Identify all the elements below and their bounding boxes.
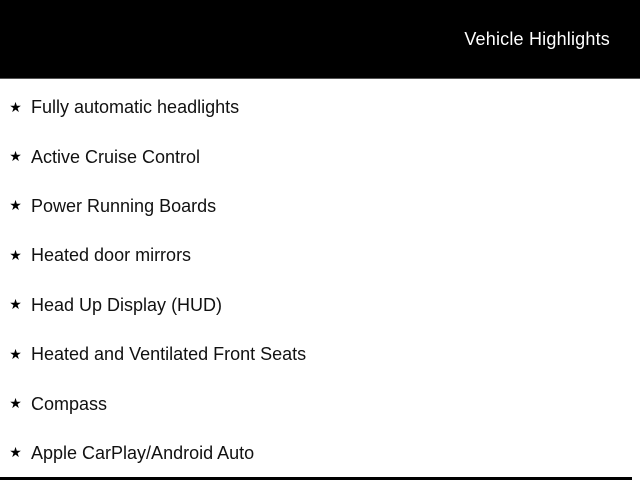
highlight-label: Heated door mirrors [31, 245, 192, 266]
star-icon: ★ [9, 98, 22, 115]
star-icon: ★ [9, 296, 22, 313]
highlight-label: Compass [31, 393, 108, 414]
highlight-item [0, 379, 640, 428]
highlight-label: Power Running Boards [31, 195, 217, 216]
section-header [0, 0, 640, 79]
highlight-label: Head Up Display (HUD) [31, 294, 223, 315]
highlight-label: Apple CarPlay/Android Auto [31, 442, 255, 463]
section-title: Vehicle Highlights [464, 29, 610, 49]
highlight-item [0, 281, 640, 330]
highlight-item [0, 83, 640, 132]
star-icon: ★ [9, 197, 22, 214]
highlight-label: Fully automatic headlights [31, 97, 240, 118]
star-icon: ★ [9, 345, 22, 362]
star-icon: ★ [9, 148, 22, 165]
highlight-label: Active Cruise Control [31, 146, 201, 167]
highlight-item [0, 429, 640, 478]
star-icon: ★ [9, 444, 22, 461]
highlight-label: Heated and Ventilated Front Seats [31, 344, 307, 365]
highlights-list [0, 79, 640, 478]
highlight-item [0, 132, 640, 181]
star-icon: ★ [9, 246, 22, 263]
star-icon: ★ [9, 395, 22, 412]
highlight-item [0, 182, 640, 231]
highlight-item [0, 330, 640, 379]
highlight-item [0, 231, 640, 280]
